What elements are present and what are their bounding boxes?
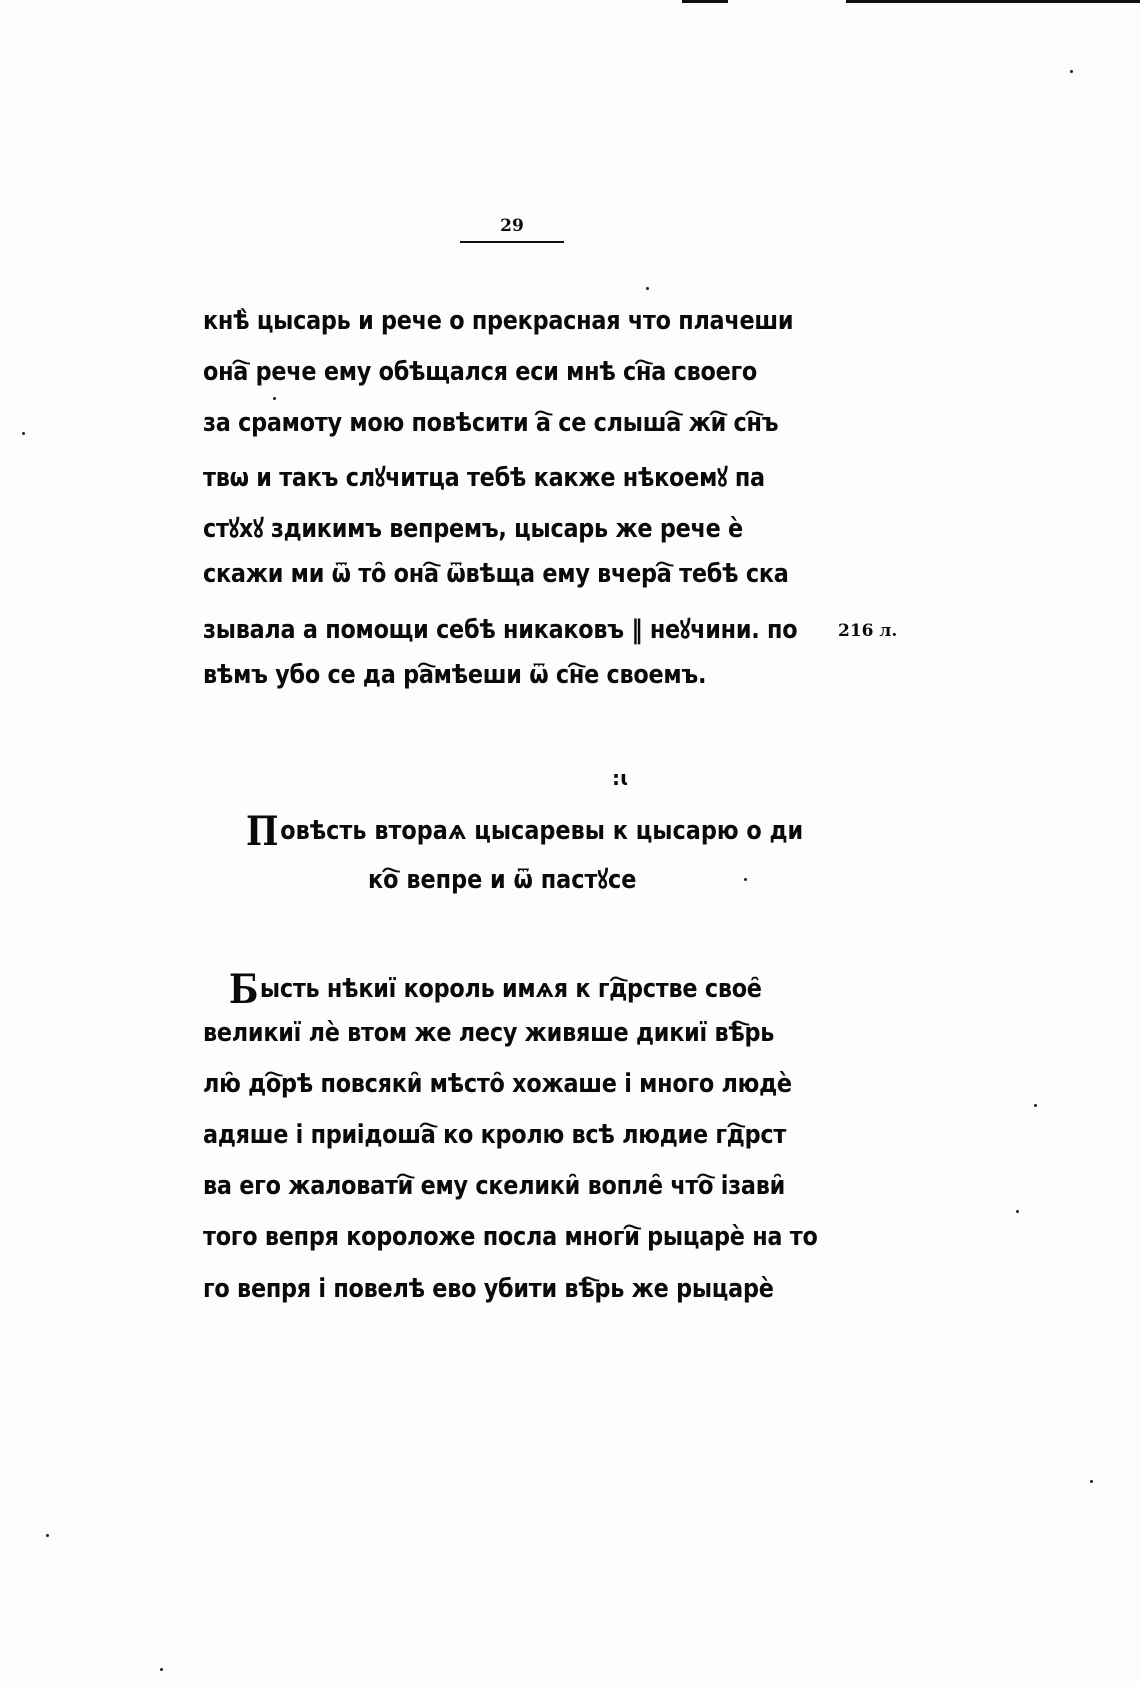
- paragraph-dropcap: Б: [229, 966, 259, 1013]
- scan-speck: [273, 397, 276, 400]
- ornament-mark: :ꙇ: [612, 766, 629, 790]
- scan-speck: [46, 1534, 49, 1537]
- text-line: лю̑ до҇рѣ повсяки̑ мѣсто̑ хожаше і много людѐ: [203, 1069, 792, 1099]
- text-line: того вепря короложе посла многи҇ рыцарѐ на то: [203, 1222, 818, 1252]
- page-number-rule: [460, 241, 564, 243]
- scan-speck: [1070, 70, 1073, 73]
- text-line: го вепря і повелѣ ево убити вѣ҇рь же рыцарѐ: [203, 1274, 774, 1304]
- text-line: скажи ми ѿ то̑ она҇ ѿвѣща ему вчера҇ тебѣ ска: [203, 559, 789, 589]
- text-line: зывала а помощи себѣ никаковъ ‖ неꙋчини. по: [203, 615, 798, 645]
- scan-speck: [160, 1668, 163, 1671]
- text-line-first: [229, 966, 762, 1013]
- text-line: она҇ рече ему обѣщался еси мнѣ сн҇а своего: [203, 357, 758, 387]
- scan-speck: [22, 432, 25, 435]
- heading-line-1: овѣсть втораѧ цысаревы к цысарю о ди: [280, 816, 804, 846]
- text-line: за срамоту мою повѣсити а҇ се слыша҇ жи҇ сн҇ъ: [203, 408, 779, 438]
- text-line: ва его жаловати҇ ему скелики̑ вопле̑ что҇ ізави̑: [203, 1171, 786, 1201]
- scan-speck: [744, 878, 747, 881]
- text-line: стꙋхꙋ здикимъ вепремъ, цысарь же рече ѐ: [203, 514, 743, 544]
- scan-speck: [646, 287, 649, 290]
- text-line: твѡ и такъ слꙋчитца тебѣ какже нѣкоемꙋ па: [203, 463, 765, 493]
- top-edge-rule: [846, 0, 1140, 3]
- heading-dropcap: П: [246, 808, 279, 855]
- text-line: кнѣ̀ цысарь и рече о прекрасная что плачеши: [203, 306, 794, 336]
- margin-folio-note: 216 л.: [838, 621, 898, 641]
- text-line: адяше і приідоша҇ ко кролю всѣ людие гд҇рст: [203, 1120, 787, 1150]
- page-number: 29: [500, 216, 524, 236]
- scan-speck: [1016, 1210, 1019, 1213]
- text-line: вѣмъ убо се да ра҇мѣеши ѿ сн҇е своемъ.: [203, 660, 707, 690]
- text-line: великиї лѐ втом же лесу живяше дикиї вѣ҇рь: [203, 1018, 775, 1048]
- scan-speck: [1034, 1104, 1037, 1107]
- top-edge-rule: [682, 0, 728, 3]
- scan-speck: [1090, 1480, 1093, 1483]
- section-heading: [246, 808, 803, 855]
- section-heading-line-2: ко҇ вепре и ѿ пастꙋсе: [368, 865, 637, 895]
- first-line-text: ысть нѣкиї король имѧя к гд҇рстве свое̑: [259, 974, 762, 1004]
